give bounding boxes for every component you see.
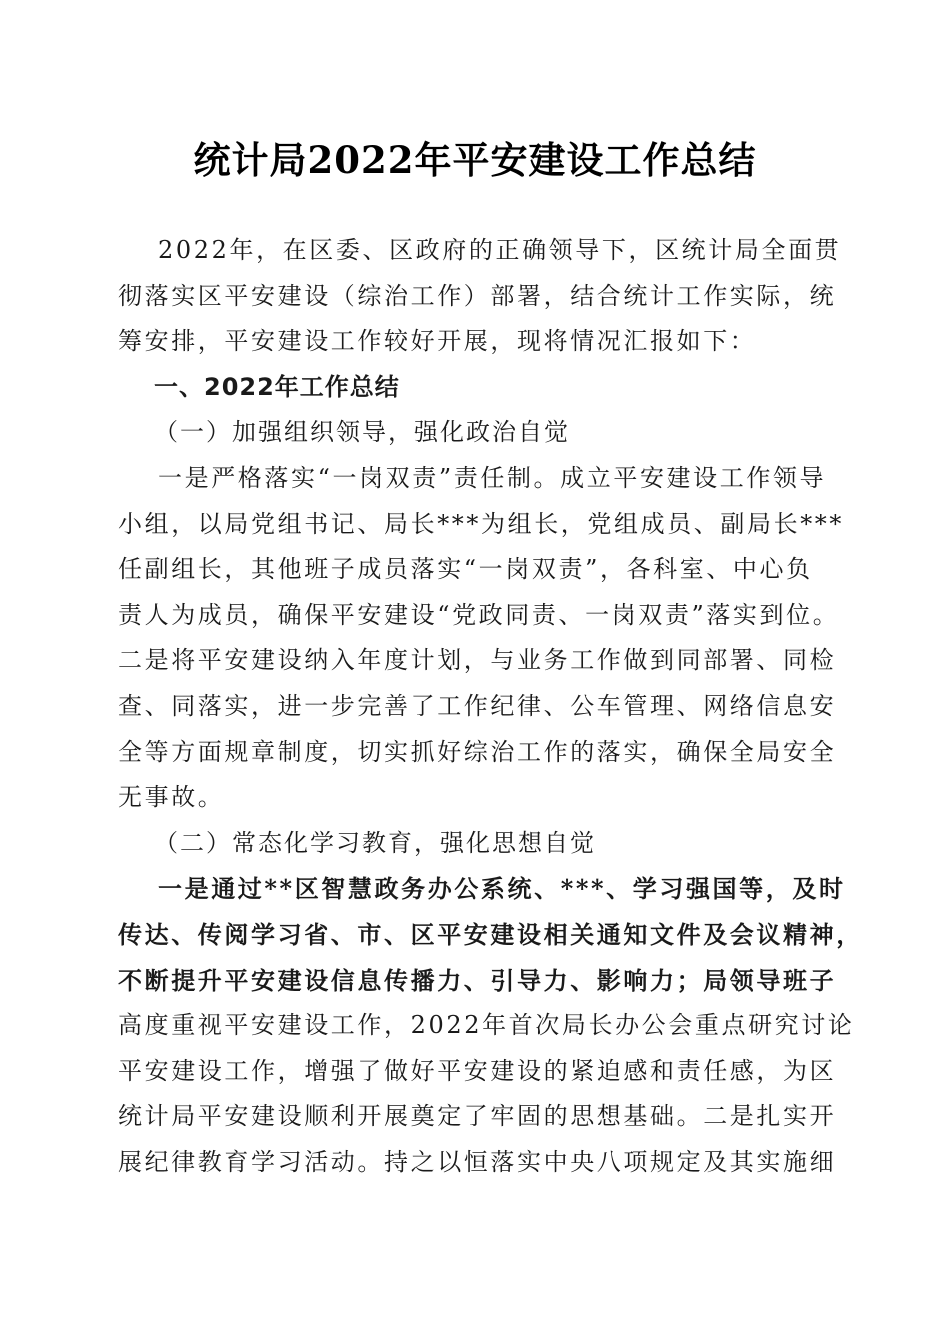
paragraph-line: 传达、传阅学习省、市、区平安建设相关通知文件及会议精神， — [118, 919, 863, 949]
paragraph-line: 不断提升平安建设信息传播力、引导力、影响力；局领导班子 — [118, 965, 837, 995]
paragraph-line: 责人为成员，确保平安建设“党政同责、一岗双责”落实到位。 — [118, 600, 840, 629]
paragraph-line: 彻落实区平安建设（综治工作）部署，结合统计工作实际，统 — [118, 281, 837, 310]
subsection-heading: （二）常态化学习教育，强化思想自觉 — [154, 828, 596, 857]
document-body — [118, 228, 863, 1185]
paragraph-line: 筹安排，平安建设工作较好开展，现将情况汇报如下： — [118, 327, 757, 356]
paragraph-line: 展纪律教育学习活动。持之以恒落实中央八项规定及其实施细 — [118, 1147, 837, 1176]
paragraph-line: 二是将平安建设纳入年度计划，与业务工作做到同部署、同检 — [118, 646, 837, 675]
paragraph-line: 小组，以局党组书记、局长***为组长，党组成员、副局长*** — [118, 509, 844, 538]
paragraph-line: 统计局平安建设顺利开展奠定了牢固的思想基础。二是扎实开 — [118, 1102, 837, 1131]
paragraph-line: 平安建设工作，增强了做好平安建设的紧迫感和责任感，为区 — [118, 1056, 837, 1085]
section-heading: 一、2022年工作总结 — [154, 372, 400, 401]
paragraph-line: 查、同落实，进一步完善了工作纪律、公车管理、网络信息安 — [118, 691, 837, 720]
paragraph-line: 无事故。 — [118, 783, 225, 812]
paragraph-line: 任副组长，其他班子成员落实“一岗双责”，各科室、中心负 — [118, 555, 813, 584]
paragraph-line: 高度重视平安建设工作，2022年首次局长办公会重点研究讨论 — [118, 1011, 855, 1040]
paragraph-line: 2022年，在区委、区政府的正确领导下，区统计局全面贯 — [158, 236, 842, 264]
paragraph-line: 全等方面规章制度，切实抓好综治工作的落实，确保全局安全 — [118, 737, 837, 766]
paragraph-line: 一是通过**区智慧政务办公系统、***、学习强国等，及时 — [158, 874, 846, 904]
paragraph-line: 一是严格落实“一岗双责”责任制。成立平安建设工作领导 — [158, 463, 827, 492]
subsection-heading: （一）加强组织领导，强化政治自觉 — [154, 418, 570, 447]
document-title: 统计局2022年平安建设工作总结 — [193, 138, 757, 182]
